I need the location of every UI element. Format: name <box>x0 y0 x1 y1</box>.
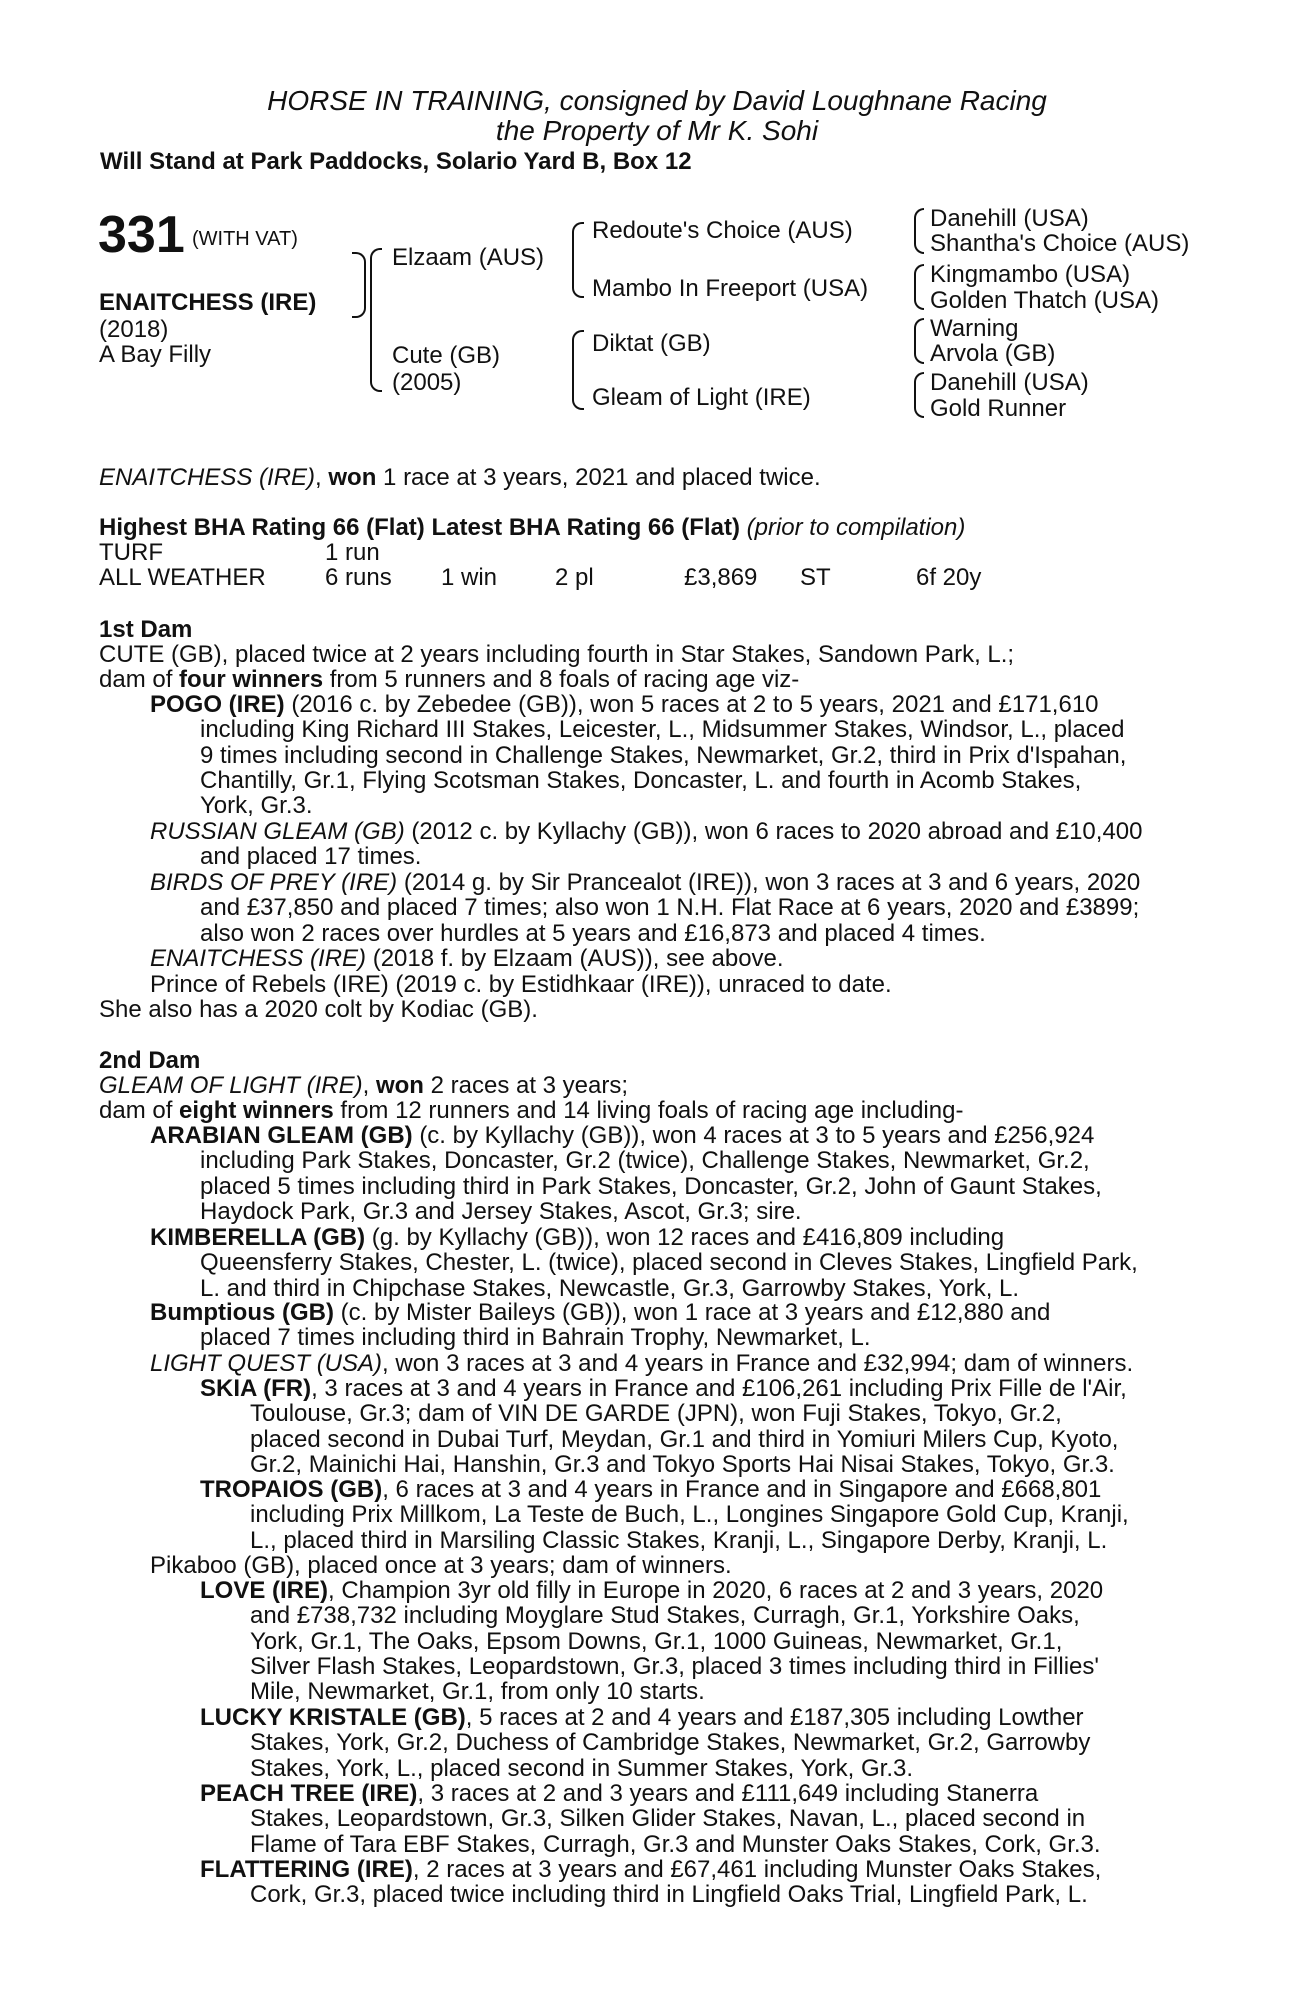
dam2-light-quest: LIGHT QUEST (USA), won 3 races at 3 and 4 years in France and £32,994; dam of winners. <box>150 1350 1134 1377</box>
ped-dss: Warning <box>930 315 1019 342</box>
aw-label: ALL WEATHER <box>99 564 266 591</box>
dam2-heading: 2nd Dam <box>99 1047 201 1074</box>
rating-note: (prior to compilation) <box>746 514 966 541</box>
lot-desc: A Bay Filly <box>99 341 212 368</box>
dam1-also: She also has a 2020 colt by Kodiac (GB). <box>99 996 538 1023</box>
dam1-heading: 1st Dam <box>99 616 193 643</box>
ped-dam-sire: Diktat (GB) <box>592 330 711 357</box>
dam1-birds: BIRDS OF PREY (IRE) (2014 g. by Sir Prancealot (IRE)), won 3 races at 3 and 6 years, 2020 and £37,850 and placed 7 times; also won 1 N.H. Flat Race at 6 years, 2020 and £3899; also won 2 races over hurdles at 5 years and £16,873 and placed 4 times. <box>150 869 1141 947</box>
aw-placed: 2 pl <box>555 564 594 591</box>
header-stand: Will Stand at Park Paddocks, Solario Yard B, Box 12 <box>100 148 692 175</box>
ped-sire-dam: Mambo In Freeport (USA) <box>592 275 869 302</box>
dam2-arabian: ARABIAN GLEAM (GB) (c. by Kyllachy (GB)), won 4 races at 3 to 5 years and £256,924 including Park Stakes, Doncaster, Gr.2 (twice), Challenge Stakes, Newmarket, Gr.2, placed 5 times including third in Park Stakes, Doncaster, Gr.2, John of Gaunt Stakes, Haydock Park, Gr.3 and Jersey Stakes, Ascot, Gr.3; sire. <box>150 1122 1102 1225</box>
aw-wins: 1 win <box>441 564 498 591</box>
dam1-enaitchess: ENAITCHESS (IRE) (2018 f. by Elzaam (AUS)), see above. <box>150 945 784 972</box>
aw-money: £3,869 <box>684 564 758 591</box>
turf-runs: 1 run <box>325 539 380 566</box>
ped-dam: Cute (GB) <box>392 342 501 369</box>
dam2-line2: dam of eight winners from 12 runners and 14 living foals of racing age including- <box>99 1097 964 1124</box>
lot-vat: (WITH VAT) <box>192 228 298 250</box>
dam2-pikaboo: Pikaboo (GB), placed once at 3 years; dam of winners. <box>150 1552 732 1579</box>
dam1-pogo: POGO (IRE) (2016 c. by Zebedee (GB)), won 5 races at 2 to 5 years, 2021 and £171,610 including King Richard III Stakes, Leicester, L., Midsummer Stakes, Windsor, L., placed 9 times including second in Challenge Stakes, Newmarket, Gr.2, third in Prix d'Ispahan, Chantilly, Gr.1, Flying Scotsman Stakes, Doncaster, L. and fourth in Acomb Stakes, York, Gr.3. <box>150 691 1127 820</box>
aw-surface: ST <box>800 564 831 591</box>
dam2-tropaios: TROPAIOS (GB), 6 races at 3 and 4 years in France and in Singapore and £668,801 including Prix Millkom, La Teste de Buch, L., Longines Singapore Gold Cup, Kranji, L., placed third in Marsiling Classic Stakes, Kranji, L., Singapore Derby, Kranji, L. <box>200 1476 1129 1554</box>
brace-ds <box>914 318 924 364</box>
dam1-line2: dam of four winners from 5 runners and 8 foals of racing age viz- <box>99 666 800 693</box>
summary-rest: 1 race at 3 years, 2021 and placed twice. <box>383 464 821 491</box>
rating-title: Highest BHA Rating 66 (Flat) Latest BHA Rating 66 (Flat) <box>99 514 740 541</box>
rating-line <box>99 515 965 540</box>
ped-dsd: Arvola (GB) <box>930 340 1056 367</box>
dam2-love: LOVE (IRE), Champion 3yr old filly in Europe in 2020, 6 races at 2 and 3 years, 2020 and £738,732 including Moyglare Stud Stakes, Curragh, Gr.1, Yorkshire Oaks, York, Gr.1, The Oaks, Epsom Downs, Gr.1, 1000 Guineas, Newmarket, Gr.1, Silver Flash Stakes, Leopardstown, Gr.3, placed 3 times including third in Fillies' Mile, Newmarket, Gr.1, from only 10 starts. <box>200 1577 1104 1706</box>
ped-sire: Elzaam (AUS) <box>392 244 545 271</box>
brace-lot-upper <box>352 252 366 318</box>
brace-dam <box>572 330 584 410</box>
brace-sd <box>914 264 924 310</box>
summary-name: ENAITCHESS (IRE) <box>99 464 316 491</box>
dam2-peach-tree: PEACH TREE (IRE), 3 races at 2 and 3 years and £111,649 including Stanerra Stakes, Leopardstown, Gr.3, Silken Glider Stakes, Navan, L., placed second in Flame of Tara EBF Stakes, Curragh, Gr.3 and Munster Oaks Stakes, Cork, Gr.3. <box>200 1780 1101 1858</box>
turf-label: TURF <box>99 539 163 566</box>
ped-dds: Danehill (USA) <box>930 369 1089 396</box>
ped-dam-dam: Gleam of Light (IRE) <box>592 384 811 411</box>
dam2-kimberella: KIMBERELLA (GB) (g. by Kyllachy (GB)), won 12 races and £416,809 including Queensferry Stakes, Chester, L. (twice), placed second in Cleves Stakes, Lingfield Park, L. and third in Chipchase Stakes, Newcastle, Gr.3, Garrowby Stakes, York, L. <box>150 1224 1138 1302</box>
dam2-bumptious: Bumptious (GB) (c. by Mister Baileys (GB)), won 1 race at 3 years and £12,880 and placed 7 times including third in Bahrain Trophy, Newmarket, L. <box>150 1299 1051 1352</box>
brace-sire <box>572 222 584 298</box>
ped-ssd: Shantha's Choice (AUS) <box>930 230 1190 257</box>
aw-distance: 6f 20y <box>916 564 982 591</box>
lot-number: 331 <box>98 206 185 264</box>
ped-dam-year: (2005) <box>392 369 462 396</box>
summary-won: won <box>328 464 377 491</box>
dam1-prince: Prince of Rebels (IRE) (2019 c. by Estidhkaar (IRE)), unraced to date. <box>150 971 892 998</box>
header-property: the Property of Mr K. Sohi <box>495 115 819 146</box>
brace-dd <box>914 372 924 418</box>
dam1-line1: CUTE (GB), placed twice at 2 years including fourth in Star Stakes, Sandown Park, L.; <box>99 641 1015 668</box>
dam2-line1: GLEAM OF LIGHT (IRE), won 2 races at 3 years; <box>99 1072 629 1099</box>
aw-runs: 6 runs <box>325 564 392 591</box>
dam2-flattering: FLATTERING (IRE), 2 races at 3 years and £67,461 including Munster Oaks Stakes, Cork, Gr.3, placed twice including third in Lingfield Oaks Trial, Lingfield Park, L. <box>200 1856 1102 1909</box>
lot-year: (2018) <box>99 316 169 343</box>
brace-parents <box>370 248 382 392</box>
ped-ddd: Gold Runner <box>930 395 1067 422</box>
ped-sss: Danehill (USA) <box>930 205 1089 232</box>
brace-ss <box>914 208 924 254</box>
dam2-skia: SKIA (FR), 3 races at 3 and 4 years in France and £106,261 including Prix Fille de l'Air, Toulouse, Gr.3; dam of VIN DE GARDE (JPN), won Fuji Stakes, Tokyo, Gr.2, placed second in Dubai Turf, Meydan, Gr.1 and third in Yomiuri Milers Cup, Kyoto, Gr.2, Mainichi Hai, Hanshin, Gr.3 and Tokyo Sports Hai Nisai Stakes, Tokyo, Gr.3. <box>200 1375 1127 1478</box>
ped-sdd: Golden Thatch (USA) <box>930 287 1159 314</box>
ped-sire-sire: Redoute's Choice (AUS) <box>592 217 853 244</box>
ped-sds: Kingmambo (USA) <box>930 261 1131 288</box>
dam1-russian: RUSSIAN GLEAM (GB) (2012 c. by Kyllachy (GB)), won 6 races to 2020 abroad and £10,400 and placed 17 times. <box>150 818 1143 871</box>
dam2-lucky-kristale: LUCKY KRISTALE (GB), 5 races at 2 and 4 years and £187,305 including Lowther Stakes, York, Gr.2, Duchess of Cambridge Stakes, Newmarket, Gr.2, Garrowby Stakes, York, L., placed second in Summer Stakes, York, Gr.3. <box>200 1704 1091 1782</box>
lot-name: ENAITCHESS (IRE) <box>99 289 317 316</box>
race-summary: ENAITCHESS (IRE), won 1 race at 3 years, 2021 and placed twice. <box>99 464 821 491</box>
header-consignor: HORSE IN TRAINING, consigned by David Loughnane Racing <box>267 85 1047 116</box>
